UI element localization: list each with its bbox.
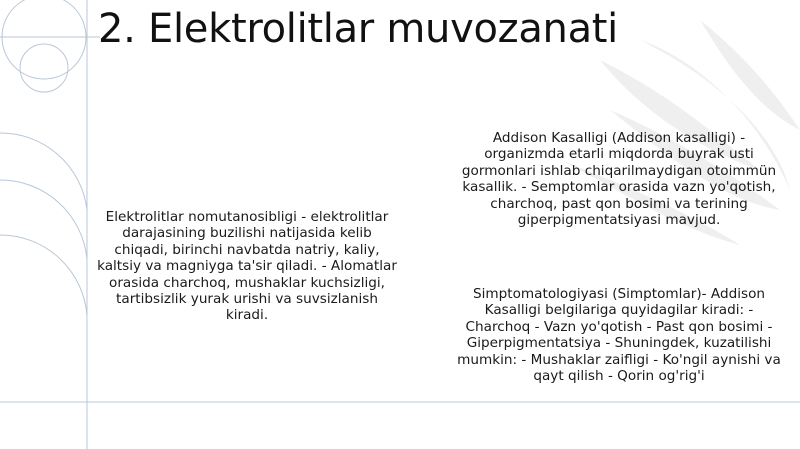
slide-title: 2. Elektrolitlar muvozanati <box>98 6 618 52</box>
electrolyte-imbalance-text: Elektrolitlar nomutanosibligi - elektrolitlar darajasining buzilishi natijasida kelib chiqadi, birinchi navbatda natriy, kaliy, kaltsiy va magniyga ta'sir qiladi. - Alomatlar orasida charchoq, mushaklar kuchsizligi, tartibsizlik yurak urishi va suvsizlanish kiradi. <box>97 209 397 324</box>
symptoms-text: Simptomatologiyasi (Simptomlar)- Addison Kasalligi belgilariga quyidagilar kiradi: - Charchoq - Vazn yo'qotish - Past qon bosimi - Giperpigmentatsiya - Shuningdek, kuzatilishi mumkin: - Mushaklar zaifligi - Ko'ngil aynishi va qayt qilish - Qorin og'rig'i <box>457 286 781 385</box>
addison-disease-text: Addison Kasalligi (Addison kasalligi) - organizmda etarli miqdorda buyrak usti gormonlari ishlab chiqarilmaydigan otoimmün kasallik. - Semptomlar orasida vazn yo'qotish, charchoq, past qon bosimi va terining giperpigmentatsiyasi mavjud. <box>461 130 777 229</box>
